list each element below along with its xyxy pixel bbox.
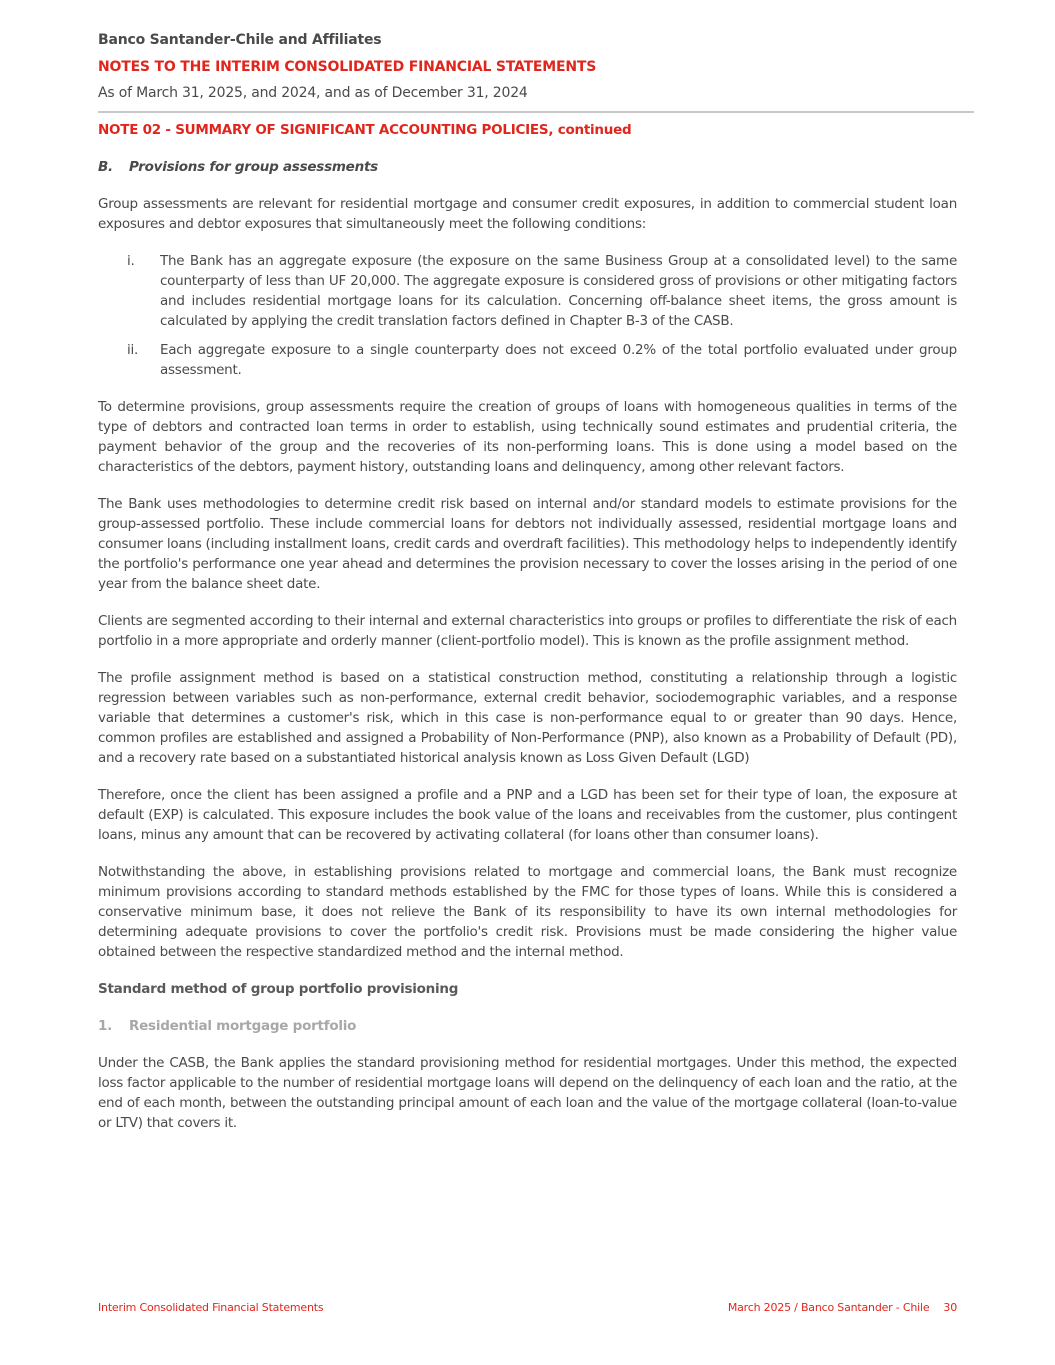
footer-publication: March 2025 / Banco Santander - Chile (727, 1301, 930, 1314)
document-body (98, 120, 957, 1133)
footer-left: Interim Consolidated Financial Statements (98, 1301, 324, 1314)
page-header (98, 30, 976, 103)
condition-text: The Bank has an aggregate exposure (the exposure on the same Business Group at a consolidated level) to the same counterparty of less than UF 20,000. The aggregate exposure is considered gross of provisions or other mitigating factors and includes residential mortgage loans for its calculation. Concerning off-balance sheet items, the gross amount is calculated by applying the credit translation factors defined in Chapter B-3 of the CASB. (160, 253, 957, 329)
condition-text: Each aggregate exposure to a single counterparty does not exceed 0.2% of the total portfolio evaluated under group assessment. (160, 342, 957, 378)
paragraph-methodologies: The Bank uses methodologies to determine credit risk based on internal and/or standard models to estimate provisions for the group-assessed portfolio. These include commercial loans for debtors not individually assessed, residential mortgage loans and consumer loans (including installment loans, credit cards and overdraft facilities). This methodology helps to independently identify the portfolio's performance one year ahead and determines the provision necessary to cover the losses arising in the period of one year from the balance sheet date. (98, 496, 957, 592)
residential-title: Residential mortgage portfolio (129, 1018, 357, 1034)
notes-title: NOTES TO THE INTERIM CONSOLIDATED FINANCIAL STATEMENTS (98, 59, 597, 75)
paragraph-group-creation: To determine provisions, group assessments require the creation of groups of loans with homogeneous qualities in terms of the type of debtors and contracted loan terms in order to establish, using technically sound estimates and prudential criteria, the payment behavior of the group and the recoveries of its non-performing loans. This is done using a model based on the characteristics of the debtors, payment history, outstanding loans and delinquency, among other relevant factors. (98, 399, 957, 475)
section-heading (98, 157, 957, 177)
condition-item (98, 251, 957, 331)
residential-number: 1. (98, 1018, 113, 1034)
paragraph-profile-method: The profile assignment method is based on a statistical construction method, constituting a relationship through a logistic regression between variables such as non-performance, external credit behavior, sociodemographic variables, and a response variable that determines a customer's risk, which in this case is non-performance equal to or greater than 90 days. Hence, common profiles are established and assigned a Probability of Non-Performance (PNP), also known as a Probability of Default (PD), and a recovery rate based on a substantiated historical analysis known as Loss Given Default (LGD) (98, 670, 957, 766)
header-divider (98, 111, 974, 113)
standard-method-heading: Standard method of group portfolio provisioning (98, 981, 459, 997)
paragraph-minimum-provisions: Notwithstanding the above, in establishing provisions related to mortgage and commercial loans, the Bank must recognize minimum provisions according to standard methods established by the FMC for those types of loans. While this is considered a conservative minimum base, it does not relieve the Bank of its responsibility to have its own internal methodologies for determining adequate provisions to cover the portfolio's credit risk. Provisions must be made considering the higher value obtained between the respective standardized method and the internal method. (98, 864, 957, 960)
condition-item (98, 340, 957, 380)
residential-paragraph: Under the CASB, the Bank applies the standard provisioning method for residential mortgages. Under this method, the expected loss factor applicable to the number of residential mortgage loans will depend on the delinquency of each loan and the ratio, at the end of each month, between the outstanding principal amount of each loan and the value of the mortgage collateral (loan-to-value or LTV) that covers it. (98, 1055, 957, 1131)
condition-marker: i. (127, 253, 135, 269)
footer-right (728, 1301, 957, 1314)
residential-heading (98, 1016, 957, 1036)
note-heading: NOTE 02 - SUMMARY OF SIGNIFICANT ACCOUNTING POLICIES, continued (98, 122, 632, 138)
as-of-date: As of March 31, 2025, and 2024, and as of December 31, 2024 (98, 85, 528, 101)
section-letter: B. (98, 159, 113, 175)
paragraph-exposure: Therefore, once the client has been assigned a profile and a PNP and a LGD has been set for their type of loan, the exposure at default (EXP) is calculated. This exposure includes the book value of the loans and receivables from the customer, plus contingent loans, minus any amount that can be recovered by activating collateral (for loans other than consumer loans). (98, 787, 957, 843)
company-name: Banco Santander-Chile and Affiliates (98, 32, 382, 48)
condition-marker: ii. (127, 342, 139, 358)
intro-paragraph: Group assessments are relevant for residential mortgage and consumer credit exposures, in addition to commercial student loan exposures and debtor exposures that simultaneously meet the following conditions: (98, 196, 957, 232)
section-title: Provisions for group assessments (129, 159, 378, 175)
page-number: 30 (943, 1301, 957, 1314)
paragraph-segmentation: Clients are segmented according to their internal and external characteristics into groups or profiles to differentiate the risk of each portfolio in a more appropriate and orderly manner (client-portfolio model). This is known as the profile assignment method. (98, 613, 957, 649)
